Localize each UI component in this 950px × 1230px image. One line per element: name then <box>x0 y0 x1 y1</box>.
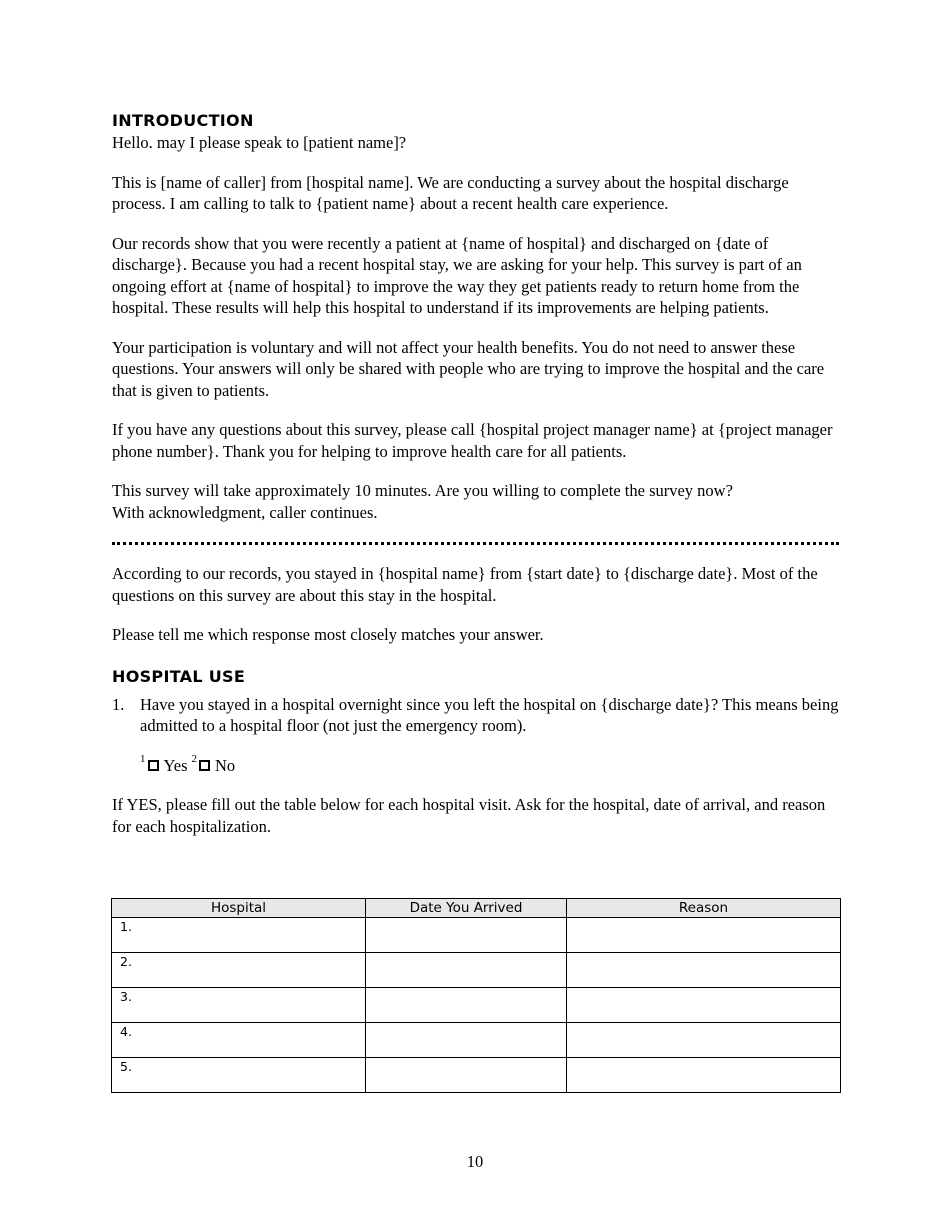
hospital-cell[interactable]: 3. <box>112 988 366 1023</box>
intro-paragraph-2: Our records show that you were recently a patient at {name of hospital} and discharged on {date of discharge}. Because you had a recent hospital stay, we are asking for your help. This survey is part of an ongoing effort at {name of hospital} to improve the way they get patients ready to return home from the hospital. These results will help this hospital to understand if its improvements are helping patients. <box>112 233 802 317</box>
date-cell[interactable] <box>366 988 567 1023</box>
table-header-row <box>112 899 841 918</box>
option-label: Yes <box>163 755 188 775</box>
option-code: 1 <box>140 752 146 765</box>
reason-cell[interactable] <box>567 1058 841 1093</box>
intro-paragraph-5-line-2: With acknowledgment, caller continues. <box>112 502 378 522</box>
column-header-reason: Reason <box>567 899 841 918</box>
option-no[interactable] <box>191 752 236 777</box>
question-number: 1. <box>112 694 125 714</box>
greeting-text: Hello. may I please speak to [patient name]? <box>112 133 407 152</box>
intro-paragraph-5-line-1: This survey will take approximately 10 minutes. Are you willing to complete the survey now? <box>112 481 733 500</box>
records-paragraph-2: Please tell me which response most closely matches your answer. <box>112 625 544 644</box>
column-header-hospital: Hospital <box>112 899 366 918</box>
option-code: 2 <box>191 752 198 765</box>
hospital-cell[interactable]: 2. <box>112 953 366 988</box>
option-yes[interactable] <box>140 752 188 777</box>
question-1 <box>112 694 839 737</box>
table-row <box>112 988 841 1023</box>
intro-paragraph-4: If you have any questions about this survey, please call {hospital project manager name} at {project manager phone number}. Thank you for helping to improve health care for all patients. <box>112 420 833 461</box>
question-text: Have you stayed in a hospital overnight since you left the hospital on {discharge date}? This means being admitted to a hospital floor (not just the emergency room). <box>140 694 839 735</box>
hospital-cell[interactable]: 4. <box>112 1023 366 1058</box>
section-heading-hospital-use: HOSPITAL USE <box>112 666 246 686</box>
page-number: 10 <box>466 1152 484 1171</box>
reason-cell[interactable] <box>567 1023 841 1058</box>
section-heading-introduction: INTRODUCTION <box>112 111 254 130</box>
date-cell[interactable] <box>366 953 567 988</box>
reason-cell[interactable] <box>567 918 841 953</box>
table-row <box>112 953 841 988</box>
hospital-cell[interactable]: 5. <box>112 1058 366 1093</box>
hospital-visits-table <box>111 898 841 1093</box>
reason-cell[interactable] <box>567 953 841 988</box>
date-cell[interactable] <box>366 1023 567 1058</box>
column-header-date-arrived: Date You Arrived <box>366 899 567 918</box>
table-instruction: If YES, please fill out the table below for each hospital visit. Ask for the hospital, date of arrival, and reason for each hospitalization. <box>112 795 826 836</box>
table-row <box>112 1058 841 1093</box>
option-label: No <box>215 755 236 775</box>
table-row <box>112 918 841 953</box>
reason-cell[interactable] <box>567 988 841 1023</box>
intro-paragraph-3: Your participation is voluntary and will not affect your health benefits. You do not need to answer these questions. Your answers will only be shared with people who are trying to improve the hospital and the care that is given to patients. <box>112 337 825 400</box>
question-1-options <box>140 752 839 777</box>
hospital-cell[interactable]: 1. <box>112 918 366 953</box>
table-row <box>112 1023 841 1058</box>
date-cell[interactable] <box>366 918 567 953</box>
records-paragraph-1: According to our records, you stayed in {hospital name} from {start date} to {discharge date}. Most of the questions on this survey are about this stay in the hospital. <box>112 564 818 605</box>
dotted-divider <box>112 542 839 545</box>
intro-paragraph-1: This is [name of caller] from [hospital name]. We are conducting a survey about the hospital discharge process. I am calling to talk to {patient name} about a recent health care experience. <box>112 172 789 213</box>
document-page <box>112 110 839 837</box>
date-cell[interactable] <box>366 1058 567 1093</box>
checkbox-icon[interactable] <box>199 760 210 771</box>
checkbox-icon[interactable] <box>148 760 159 771</box>
